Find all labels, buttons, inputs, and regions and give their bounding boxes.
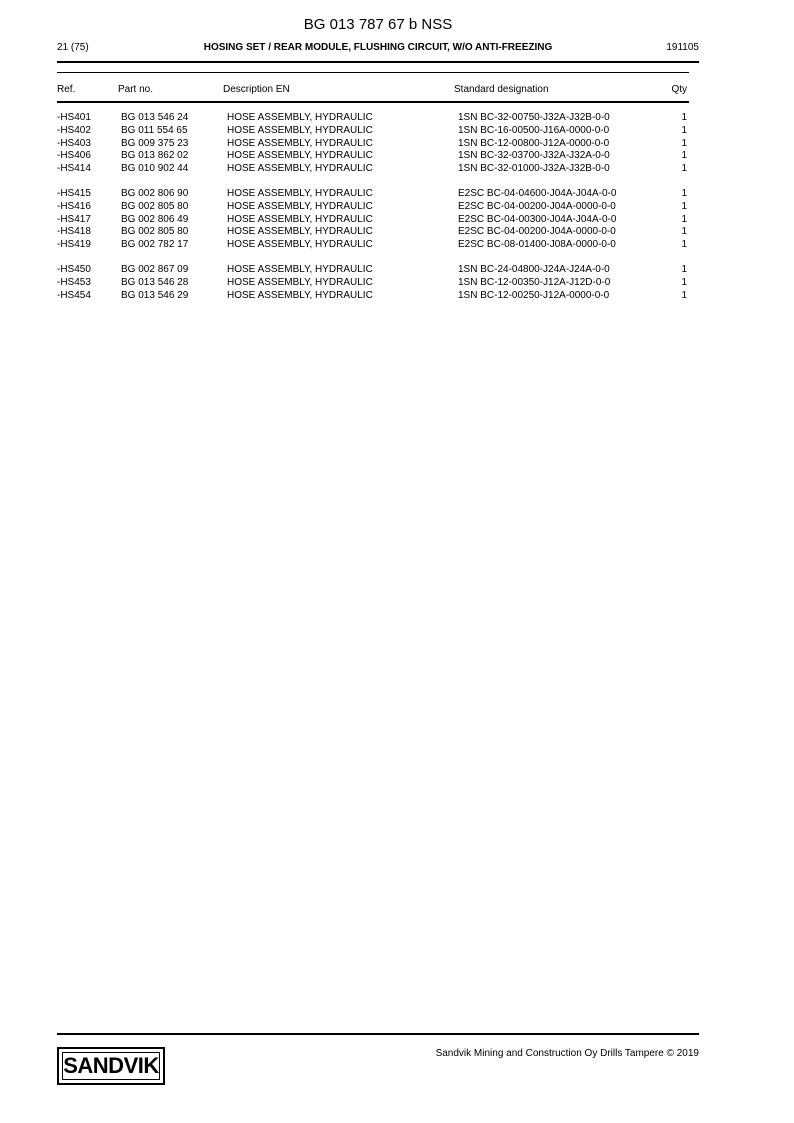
description-cell: HOSE ASSEMBLY, HYDRAULIC — [227, 289, 373, 301]
qty-cell: 1 — [681, 112, 687, 123]
standard-cell: 1SN BC-32-00750-J32A-J32B-0-0 — [458, 112, 610, 123]
header-rule-top — [57, 61, 699, 63]
qty-cell: 1 — [681, 124, 687, 136]
table-row — [0, 112, 794, 125]
column-header-standard: Standard designation — [454, 84, 549, 95]
qty-cell: 1 — [681, 263, 687, 275]
qty-cell: 1 — [681, 137, 687, 149]
header-rule-mid — [57, 72, 689, 73]
table-row — [0, 277, 794, 290]
standard-cell: 1SN BC-24-04800-J24A-J24A-0-0 — [458, 263, 610, 275]
description-cell: HOSE ASSEMBLY, HYDRAULIC — [227, 150, 373, 162]
part-no-cell: BG 002 806 90 — [121, 187, 189, 199]
standard-cell: 1SN BC-16-00500-J16A-0000-0-0 — [458, 124, 610, 136]
part-no-cell: BG 002 805 80 — [121, 200, 189, 212]
ref-cell: -HS415 — [57, 187, 91, 199]
table-row — [0, 163, 794, 176]
table-row — [0, 125, 794, 138]
ref-cell: -HS417 — [57, 213, 91, 225]
sandvik-logo — [57, 1047, 165, 1085]
part-no-cell: BG 011 554 65 — [121, 124, 188, 136]
footer-rule — [57, 1033, 699, 1035]
column-header-part-no: Part no. — [118, 84, 154, 95]
table-row — [0, 239, 794, 252]
qty-cell: 1 — [681, 200, 687, 212]
standard-cell: E2SC BC-08-01400-J08A-0000-0-0 — [458, 239, 616, 251]
description-cell: HOSE ASSEMBLY, HYDRAULIC — [227, 263, 373, 275]
part-no-cell: BG 010 902 44 — [121, 163, 189, 175]
page-number: 21 (75) — [57, 42, 89, 53]
part-no-cell: BG 009 375 23 — [121, 137, 189, 149]
description-cell: HOSE ASSEMBLY, HYDRAULIC — [227, 112, 373, 123]
table-row — [0, 214, 794, 227]
parts-list — [0, 112, 794, 314]
qty-cell: 1 — [681, 150, 687, 162]
table-row — [0, 138, 794, 151]
qty-cell: 1 — [681, 226, 687, 238]
standard-cell: E2SC BC-04-00300-J04A-J04A-0-0 — [458, 213, 617, 225]
description-cell: HOSE ASSEMBLY, HYDRAULIC — [227, 226, 373, 238]
qty-cell: 1 — [681, 213, 687, 225]
qty-cell: 1 — [681, 289, 687, 301]
footer-copyright: Sandvik Mining and Construction Oy Drills Tampere © 2019 — [435, 1048, 699, 1059]
qty-cell: 1 — [681, 163, 687, 175]
table-row — [0, 201, 794, 214]
logo-text: SANDVIK — [63, 1053, 159, 1078]
ref-cell: -HS454 — [57, 289, 91, 301]
column-header-ref: Ref. — [57, 84, 76, 95]
description-cell: HOSE ASSEMBLY, HYDRAULIC — [227, 276, 373, 288]
table-row — [0, 150, 794, 163]
ref-cell: -HS450 — [57, 263, 91, 275]
section-title: HOSING SET / REAR MODULE, FLUSHING CIRCUIT, W/O ANTI-FREEZING — [203, 42, 553, 53]
description-cell: HOSE ASSEMBLY, HYDRAULIC — [227, 200, 373, 212]
description-cell: HOSE ASSEMBLY, HYDRAULIC — [227, 239, 373, 251]
table-row — [0, 290, 794, 303]
part-no-cell: BG 013 862 02 — [121, 150, 189, 162]
part-no-cell: BG 013 546 24 — [121, 112, 189, 123]
part-no-cell: BG 002 867 09 — [121, 263, 189, 275]
part-no-cell: BG 002 806 49 — [121, 213, 189, 225]
standard-cell: E2SC BC-04-04600-J04A-J04A-0-0 — [458, 187, 617, 199]
column-header-qty: Qty — [671, 84, 687, 95]
standard-cell: E2SC BC-04-00200-J04A-0000-0-0 — [458, 200, 616, 212]
parts-group — [0, 188, 794, 252]
part-no-cell: BG 013 546 29 — [121, 289, 189, 301]
qty-cell: 1 — [681, 239, 687, 251]
ref-cell: -HS402 — [57, 124, 91, 136]
ref-cell: -HS414 — [57, 163, 91, 175]
ref-cell: -HS416 — [57, 200, 91, 212]
ref-cell: -HS403 — [57, 137, 91, 149]
date-code: 191105 — [666, 42, 699, 53]
document-title: BG 013 787 67 b NSS — [303, 16, 453, 33]
qty-cell: 1 — [681, 187, 687, 199]
description-cell: HOSE ASSEMBLY, HYDRAULIC — [227, 187, 373, 199]
ref-cell: -HS418 — [57, 226, 91, 238]
part-no-cell: BG 002 782 17 — [121, 239, 189, 251]
standard-cell: E2SC BC-04-00200-J04A-0000-0-0 — [458, 226, 616, 238]
column-header-description: Description EN — [223, 84, 290, 95]
description-cell: HOSE ASSEMBLY, HYDRAULIC — [227, 163, 373, 175]
ref-cell: -HS419 — [57, 239, 91, 251]
parts-group — [0, 112, 794, 176]
description-cell: HOSE ASSEMBLY, HYDRAULIC — [227, 124, 373, 136]
part-no-cell: BG 002 805 80 — [121, 226, 189, 238]
standard-cell: 1SN BC-12-00250-J12A-0000-0-0 — [458, 289, 610, 301]
ref-cell: -HS453 — [57, 276, 91, 288]
table-row — [0, 226, 794, 239]
standard-cell: 1SN BC-32-03700-J32A-J32A-0-0 — [458, 150, 610, 162]
ref-cell: -HS406 — [57, 150, 91, 162]
table-row — [0, 188, 794, 201]
standard-cell: 1SN BC-12-00350-J12A-J12D-0-0 — [458, 276, 611, 288]
column-header-rule — [57, 101, 689, 103]
parts-group — [0, 264, 794, 302]
ref-cell: -HS401 — [57, 112, 91, 123]
table-row — [0, 264, 794, 277]
description-cell: HOSE ASSEMBLY, HYDRAULIC — [227, 213, 373, 225]
qty-cell: 1 — [681, 276, 687, 288]
part-no-cell: BG 013 546 28 — [121, 276, 189, 288]
standard-cell: 1SN BC-32-01000-J32A-J32B-0-0 — [458, 163, 610, 175]
description-cell: HOSE ASSEMBLY, HYDRAULIC — [227, 137, 373, 149]
standard-cell: 1SN BC-12-00800-J12A-0000-0-0 — [458, 137, 610, 149]
